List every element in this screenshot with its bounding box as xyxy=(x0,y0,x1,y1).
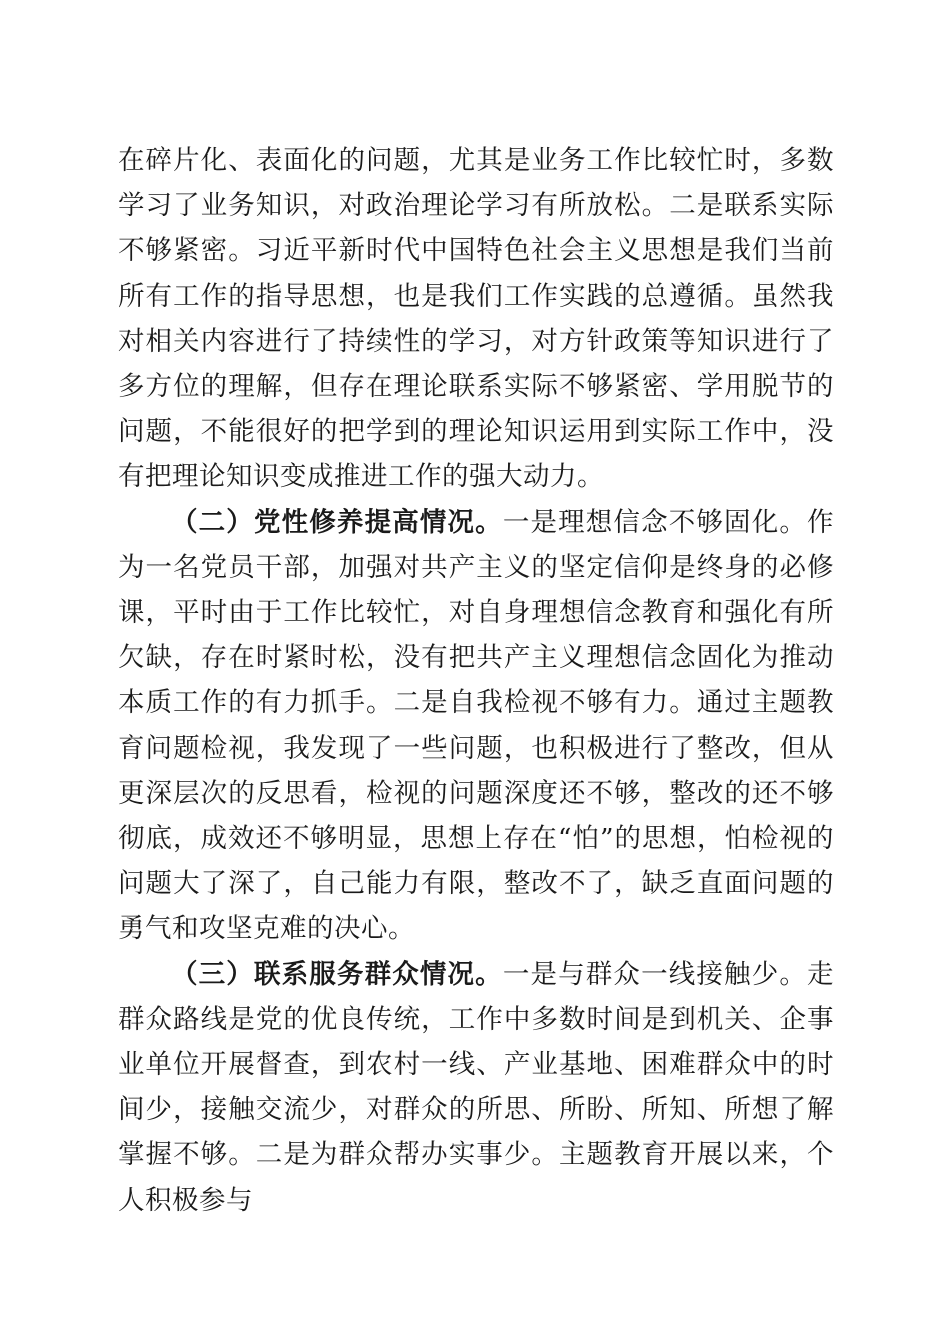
paragraph-text: 在碎片化、表面化的问题，尤其是业务工作比较忙时，多数学习了业务知识，对政治理论学习有所放松。二是联系实际不够紧密。习近平新时代中国特色社会主义思想是我们当前所有工作的指导思想，也是我们工作实践的总遵循。虽然我对相关内容进行了持续性的学习，对方针政策等知识进行了多方位的理解，但存在理论联系实际不够紧密、学用脱节的问题，不能很好的把学到的理论知识运用到实际工作中，没有把理论知识变成推进工作的强大动力。 xyxy=(118,145,834,493)
paragraph-continuation xyxy=(118,138,834,500)
paragraph-serving-masses xyxy=(118,952,834,1223)
paragraph-text: 一是与群众一线接触少。走群众路线是党的优良传统，工作中多数时间是到机关、企事业单位开展督查，到农村一线、产业基地、困难群众中的时间少，接触交流少，对群众的所思、所盼、所知、所想了解掌握不够。二是为群众帮办实事少。主题教育开展以来，个人积极参与 xyxy=(118,958,835,1216)
section-heading-party-spirit: （二）党性修养提高情况。 xyxy=(171,506,503,538)
section-heading-serving-masses: （三）联系服务群众情况。 xyxy=(171,958,503,990)
paragraph-party-spirit xyxy=(118,500,834,952)
paragraph-text: 一是理想信念不够固化。作为一名党员干部，加强对共产主义的坚定信仰是终身的必修课，平时由于工作比较忙，对自身理想信念教育和强化有所欠缺，存在时紧时松，没有把共产主义理想信念固化为推动本质工作的有力抓手。二是自我检视不够有力。通过主题教育问题检视，我发现了一些问题，也积极进行了整改，但从更深层次的反思看，检视的问题深度还不够，整改的还不够彻底，成效还不够明显，思想上存在“怕”的思想，怕检视的问题大了深了，自己能力有限，整改不了，缺乏直面问题的勇气和攻坚克难的决心。 xyxy=(118,506,835,945)
document-body xyxy=(118,138,834,1223)
